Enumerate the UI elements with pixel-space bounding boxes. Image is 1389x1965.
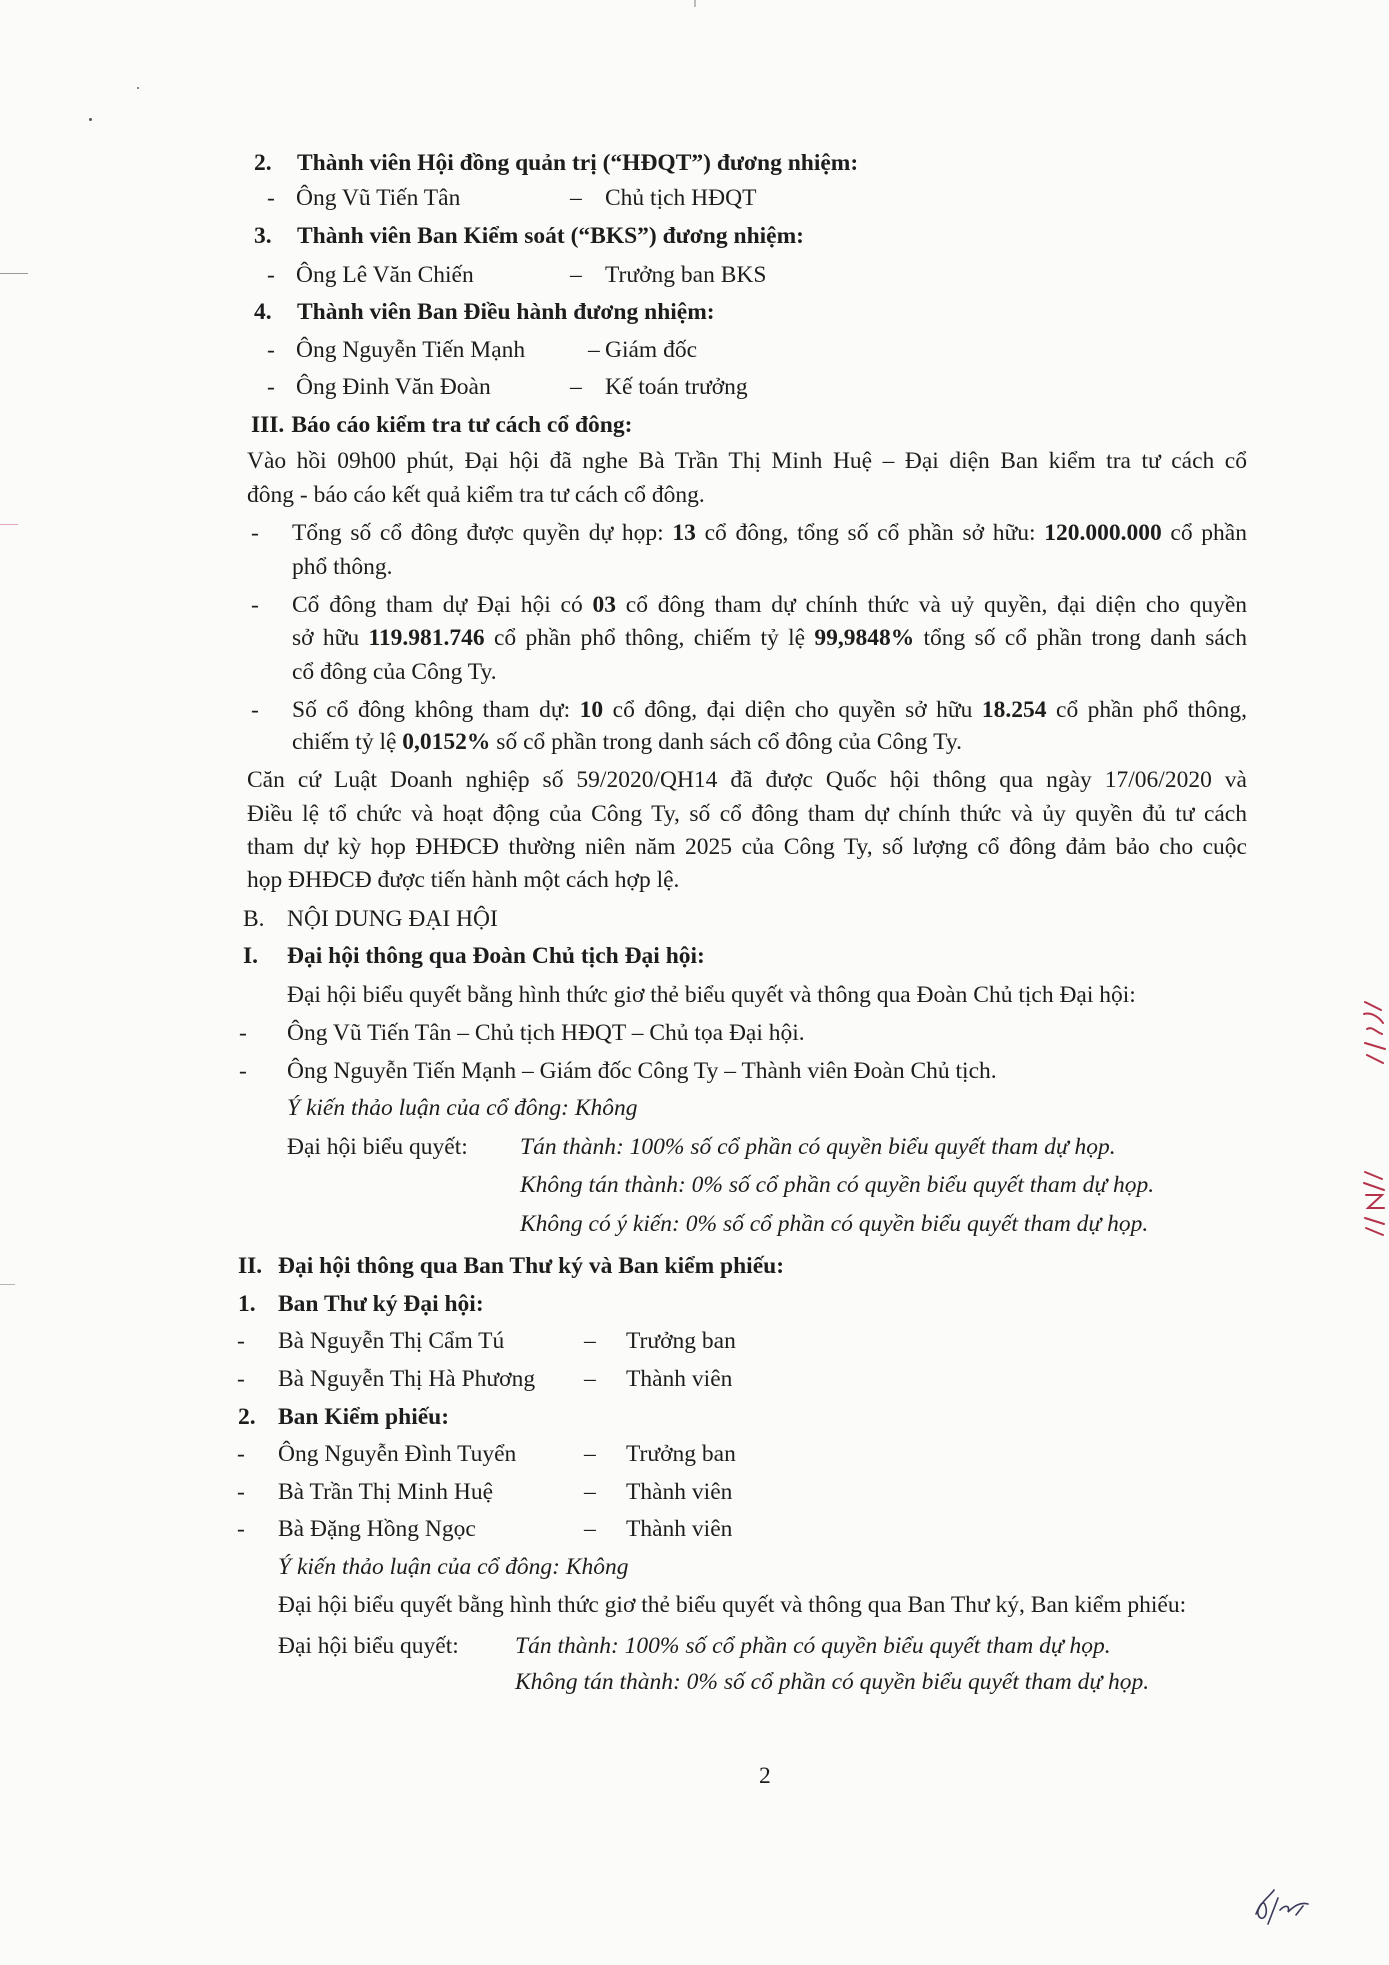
member-row xyxy=(237,1439,736,1469)
heading-number: 2. xyxy=(254,150,272,176)
bold-number: 18.254 xyxy=(981,697,1047,723)
member-row xyxy=(239,1018,805,1048)
role-separator: – xyxy=(570,262,582,288)
heading-number: 4. xyxy=(254,299,272,325)
list-dash: - xyxy=(237,1441,245,1467)
member-text: Ông Vũ Tiến Tân – Chủ tịch HĐQT – Chủ tọa Đại hội. xyxy=(287,1020,805,1046)
heading-number: I. xyxy=(243,943,259,969)
heading-title: Thành viên Hội đồng quản trị (“HĐQT”) đương nhiệm: xyxy=(297,150,859,176)
list-dash: - xyxy=(251,697,259,723)
bullet-line xyxy=(292,590,1247,620)
heading-title: Đại hội thông qua Ban Thư ký và Ban kiểm phiếu: xyxy=(278,1253,785,1279)
margin-mark xyxy=(0,273,28,274)
member-text: Ông Nguyễn Tiến Mạnh – Giám đốc Công Ty – Thành viên Đoàn Chủ tịch. xyxy=(287,1058,997,1084)
bullet-line xyxy=(292,518,1247,548)
bold-number: 119.981.746 xyxy=(368,625,485,651)
text-segment: chiếm tỷ lệ xyxy=(292,729,403,755)
role-separator: – xyxy=(584,1328,596,1354)
text-segment: sở hữu xyxy=(292,625,369,651)
paragraph-line: họp ĐHĐCĐ được tiến hành một cách hợp lệ. xyxy=(247,867,680,893)
text-segment: cổ đông tham dự chính thức và uỷ quyền, đại diện cho quyền xyxy=(616,592,1247,618)
list-dash: - xyxy=(237,1479,245,1505)
text-segment: tổng số cổ phần trong danh sách xyxy=(914,625,1247,651)
member-row xyxy=(237,1326,736,1356)
text-segment: Số cổ đông không tham dự: xyxy=(292,697,580,723)
margin-mark xyxy=(0,1284,15,1285)
subsection-heading-secretariat xyxy=(238,1289,484,1319)
heading-title: Thành viên Ban Điều hành đương nhiệm: xyxy=(297,299,715,325)
bullet-line: cổ đông của Công Ty. xyxy=(292,659,497,685)
text-segment: Cổ đông tham dự Đại hội có xyxy=(292,592,593,618)
margin-mark xyxy=(0,524,18,525)
heading-title: Thành viên Ban Kiểm soát (“BKS”) đương nhiệm: xyxy=(297,223,804,249)
role-separator: – xyxy=(570,374,582,400)
bullet-line xyxy=(292,623,1247,653)
member-role: Trưởng ban xyxy=(626,1441,736,1467)
vote-result: Tán thành: 100% số cổ phần có quyền biểu quyết tham dự họp. xyxy=(515,1633,1111,1659)
bullet-line xyxy=(292,695,1247,725)
bold-number: 99,9848% xyxy=(814,625,915,651)
member-role: Chủ tịch HĐQT xyxy=(605,185,757,211)
list-dash: - xyxy=(239,1020,247,1046)
text-segment: Tổng số cổ đông được quyền dự họp: xyxy=(292,520,673,546)
stamp-edge-mark xyxy=(1360,1168,1388,1238)
member-role: Trưởng ban xyxy=(626,1328,736,1354)
member-row xyxy=(267,183,756,213)
list-dash: - xyxy=(267,185,275,211)
paragraph-line: đông - báo cáo kết quả kiểm tra tư cách cổ đông. xyxy=(247,482,705,508)
member-name: Bà Trần Thị Minh Huệ xyxy=(278,1479,493,1505)
bold-number: 0,0152% xyxy=(402,729,491,755)
bold-number: 03 xyxy=(592,592,617,618)
member-role: Giám đốc xyxy=(605,337,698,363)
paragraph-line: Điều lệ tổ chức và hoạt động của Công Ty, số cổ đông tham dự chính thức và ủy quyền đủ tư cách xyxy=(247,801,1247,827)
part-heading xyxy=(243,904,498,934)
text-segment: cổ đông, tổng số cổ phần sở hữu: xyxy=(695,520,1045,546)
stamp-edge-mark xyxy=(1360,998,1388,1068)
member-row xyxy=(267,260,766,290)
signature-mark xyxy=(1250,1884,1330,1930)
subsection-heading-vote-counting xyxy=(238,1402,449,1432)
paragraph-line: tham dự kỳ họp ĐHĐCĐ thường niên năm 2025 của Công Ty, số lượng cổ đông đảm bảo cho cuộc xyxy=(247,834,1247,860)
heading-number: 2. xyxy=(238,1404,256,1430)
heading-number: 1. xyxy=(238,1291,256,1317)
member-row xyxy=(237,1364,732,1394)
paragraph-line: Đại hội biểu quyết bằng hình thức giơ thẻ biểu quyết và thông qua Đoàn Chủ tịch Đại hội: xyxy=(287,982,1136,1008)
role-separator: – xyxy=(584,1516,596,1542)
member-row xyxy=(239,1056,997,1086)
heading-title: Ban Kiểm phiếu: xyxy=(278,1404,450,1430)
role-separator: – xyxy=(584,1479,596,1505)
vote-result: Không tán thành: 0% số cổ phần có quyền biểu quyết tham dự họp. xyxy=(515,1669,1150,1695)
heading-title: Báo cáo kiểm tra tư cách cổ đông: xyxy=(291,412,633,438)
list-dash: - xyxy=(267,337,275,363)
role-separator: – xyxy=(588,337,600,363)
section-heading-bks xyxy=(254,221,804,251)
text-segment: cổ phần xyxy=(1161,520,1247,546)
heading-number: B. xyxy=(243,906,265,932)
heading-number: II. xyxy=(238,1253,263,1279)
paragraph-line: Vào hồi 09h00 phút, Đại hội đã nghe Bà Trần Thị Minh Huệ – Đại diện Ban kiểm tra tư cách cổ xyxy=(247,448,1247,474)
page-number: 2 xyxy=(759,1763,771,1789)
scan-dot xyxy=(137,87,139,89)
heading-title: Ban Thư ký Đại hội: xyxy=(278,1291,484,1317)
paragraph-line: Đại hội biểu quyết bằng hình thức giơ thẻ biểu quyết và thông qua Ban Thư ký, Ban kiểm phiếu: xyxy=(278,1592,1187,1618)
member-name: Bà Đặng Hồng Ngọc xyxy=(278,1516,476,1542)
member-row xyxy=(237,1514,732,1544)
section-heading-executive-board xyxy=(254,297,715,327)
heading-title: NỘI DUNG ĐẠI HỘI xyxy=(287,906,498,932)
role-separator: – xyxy=(584,1366,596,1392)
member-name: Ông Nguyễn Đình Tuyển xyxy=(278,1441,517,1467)
bold-number: 13 xyxy=(672,520,696,546)
member-role: Thành viên xyxy=(626,1366,733,1392)
member-name: Bà Nguyễn Thị Hà Phương xyxy=(278,1366,536,1392)
scan-dot xyxy=(89,118,92,121)
text-segment: cổ đông, đại diện cho quyền sở hữu xyxy=(603,697,982,723)
member-role: Trưởng ban BKS xyxy=(605,262,767,288)
member-row xyxy=(267,372,748,402)
section-heading-presidium xyxy=(243,941,705,971)
member-name: Bà Nguyễn Thị Cẩm Tú xyxy=(278,1328,505,1354)
list-dash: - xyxy=(267,374,275,400)
text-segment: cổ phần phổ thông, chiếm tỷ lệ xyxy=(484,625,815,651)
list-dash: - xyxy=(267,262,275,288)
section-heading-hdqt xyxy=(254,148,858,178)
section-heading-secretariat-vote-counting xyxy=(238,1251,784,1281)
list-dash: - xyxy=(237,1366,245,1392)
role-separator: – xyxy=(570,185,582,211)
paragraph-line: Căn cứ Luật Doanh nghiệp số 59/2020/QH14 đã được Quốc hội thông qua ngày 17/06/2020 và xyxy=(247,767,1247,793)
member-role: Thành viên xyxy=(626,1479,733,1505)
bullet-line xyxy=(292,727,962,757)
role-separator: – xyxy=(584,1441,596,1467)
member-name: Ông Đinh Văn Đoàn xyxy=(296,374,491,400)
list-dash: - xyxy=(237,1516,245,1542)
bold-number: 10 xyxy=(579,697,604,723)
member-name: Ông Nguyễn Tiến Mạnh xyxy=(296,337,526,363)
vote-result: Không có ý kiến: 0% số cổ phần có quyền biểu quyết tham dự họp. xyxy=(520,1211,1149,1237)
list-dash: - xyxy=(239,1058,247,1084)
list-dash: - xyxy=(237,1328,245,1354)
text-segment: cổ phần phổ thông, xyxy=(1046,697,1247,723)
section-heading-shareholder-check xyxy=(251,410,632,440)
member-role: Thành viên xyxy=(626,1516,733,1542)
vote-label: Đại hội biểu quyết: xyxy=(287,1134,468,1160)
scan-artifact-top xyxy=(694,0,696,7)
vote-label: Đại hội biểu quyết: xyxy=(278,1633,459,1659)
member-row xyxy=(237,1477,732,1507)
bold-number: 120.000.000 xyxy=(1044,520,1162,546)
member-name: Ông Vũ Tiến Tân xyxy=(296,185,461,211)
member-role: Kế toán trưởng xyxy=(605,374,748,400)
vote-result: Tán thành: 100% số cổ phần có quyền biểu quyết tham dự họp. xyxy=(520,1134,1116,1160)
bullet-line: phổ thông. xyxy=(292,554,393,580)
vote-result: Không tán thành: 0% số cổ phần có quyền biểu quyết tham dự họp. xyxy=(520,1172,1155,1198)
list-dash: - xyxy=(251,520,259,546)
discussion-note: Ý kiến thảo luận của cổ đông: Không xyxy=(278,1554,629,1580)
heading-number: 3. xyxy=(254,223,272,249)
member-name: Ông Lê Văn Chiến xyxy=(296,262,474,288)
discussion-note: Ý kiến thảo luận của cổ đông: Không xyxy=(287,1095,638,1121)
member-row xyxy=(267,335,697,365)
heading-title: Đại hội thông qua Đoàn Chủ tịch Đại hội: xyxy=(287,943,705,969)
list-dash: - xyxy=(251,592,259,618)
heading-number: III. xyxy=(251,412,285,438)
text-segment: số cổ phần trong danh sách cổ đông của Công Ty. xyxy=(490,729,962,755)
